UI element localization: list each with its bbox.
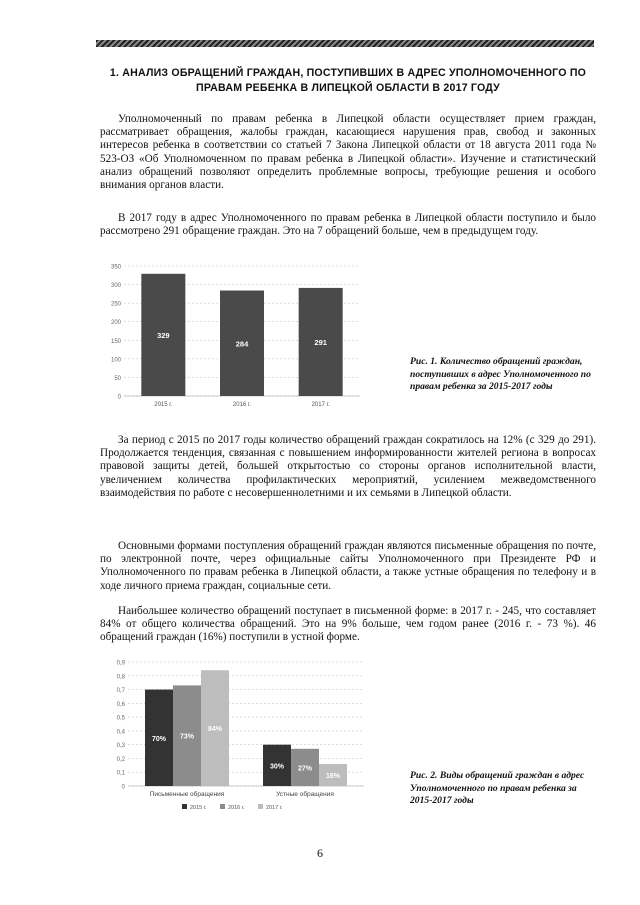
y-tick-label: 50	[114, 375, 121, 382]
x-tick-label: 2016 г.	[232, 402, 252, 408]
paragraph-5: Наибольшее количество обращений поступает в письменной форме: в 2017 г. - 245, что составляет 84% от общего количества обращений. Это на 9% больше, чем годом ранее (2016 г. - 73 %). 46 обращений граждан (16%) поступили в устной форме.	[100, 605, 596, 644]
data-label: 73%	[179, 733, 195, 741]
chart-appeal-types	[108, 656, 368, 816]
paragraph-3: За период с 2015 по 2017 годы количество обращений граждан сократилось на 12% (с 329 до 291). Продолжается тенденция, связанная с повышением информированности жителей региона в вопросах правовой защиты детей, большей открытостью со стороны органов исполнительной власти, увеличением количества профилактических мероприятий, усилением межведомственного взаимодействия по работе с несовершеннолетними и их семьями в Липецкой области.	[100, 434, 596, 499]
y-tick-label: 0,9	[116, 660, 125, 667]
y-tick-label: 0	[117, 394, 121, 401]
y-tick-label: 0,5	[116, 715, 125, 722]
y-tick-label: 0,3	[116, 743, 125, 750]
data-label: 284	[235, 339, 249, 349]
y-tick-label: 200	[110, 320, 121, 327]
chart-appeals-count	[106, 262, 368, 410]
paragraph-2: В 2017 году в адрес Уполномоченного по правам ребенка в Липецкой области поступило и было рассмотрено 291 обращение граждан. Это на 7 обращений больше, чем в предыдущем году.	[100, 212, 596, 238]
data-label: 291	[314, 337, 327, 347]
data-label: 16%	[325, 772, 341, 780]
figure-1-caption: Рис. 1. Количество обращений граждан, поступивших в адрес Уполномоченного по правам ребенка за 2015-2017 годы	[410, 356, 591, 392]
y-tick-label: 350	[110, 264, 121, 271]
figure-2-caption: Рис. 2. Виды обращений граждан в адрес Уполномоченного по правам ребенка за 2015-2017 годы	[410, 770, 585, 806]
y-tick-label: 0,4	[116, 729, 125, 736]
y-tick-label: 250	[110, 301, 121, 308]
paragraph-1: Уполномоченный по правам ребенка в Липецкой области осуществляет прием граждан, рассматривает обращения, жалобы граждан, касающиеся нарушения прав, свобод и законных интересов ребенка в соответствии со статьей 7 Закона Липецкой области от 18 августа 2011 года № 523-ОЗ «Об Уполномоченном по правам ребенка в Липецкой области». Изучение и статистический анализ обращений позволяют определить проблемные вопросы, требующие решения и особого внимания органов власти.	[100, 113, 596, 192]
section-heading: 1. АНАЛИЗ ОБРАЩЕНИЙ ГРАЖДАН, ПОСТУПИВШИХ В АДРЕС УПОЛНОМОЧЕННОГО ПО ПРАВАМ РЕБЕНКА В ЛИПЕЦКОЙ ОБЛАСТИ В 2017 ГОДУ	[109, 67, 587, 94]
legend-swatch	[258, 804, 263, 809]
header-rule	[96, 40, 594, 47]
data-label: 30%	[269, 763, 285, 771]
y-tick-label: 150	[110, 338, 121, 345]
y-tick-label: 100	[110, 357, 121, 364]
y-tick-label: 0,1	[116, 770, 125, 777]
y-tick-label: 0,6	[116, 701, 125, 708]
data-label: 84%	[207, 726, 223, 734]
legend-swatch	[220, 804, 225, 809]
data-label: 329	[157, 330, 170, 340]
y-tick-label: 0	[121, 784, 125, 791]
legend-label: 2017 г.	[266, 805, 283, 811]
legend-label: 2015 г.	[190, 805, 207, 811]
y-tick-label: 300	[110, 283, 121, 290]
legend-swatch	[182, 804, 187, 809]
legend-label: 2016 г.	[228, 805, 245, 811]
y-tick-label: 0,2	[116, 756, 125, 763]
page-number: 6	[317, 846, 323, 860]
data-label: 27%	[297, 765, 313, 773]
x-tick-label: Устные обращения	[276, 791, 334, 798]
x-tick-label: 2017 г.	[311, 402, 330, 408]
data-label: 70%	[151, 735, 167, 743]
y-tick-label: 0,8	[116, 674, 125, 681]
x-tick-label: 2015 г.	[154, 402, 173, 408]
x-tick-label: Письменные обращения	[149, 791, 225, 798]
y-tick-label: 0,7	[116, 688, 125, 695]
paragraph-4: Основными формами поступления обращений граждан являются письменные обращения по почте, по электронной почте, через официальные сайты Уполномоченного при Президенте РФ и Уполномоченного по правам ребенка в Липецкой области, а также устные обращения по телефону и в ходе личного приема граждан, социальные сети.	[100, 540, 596, 592]
